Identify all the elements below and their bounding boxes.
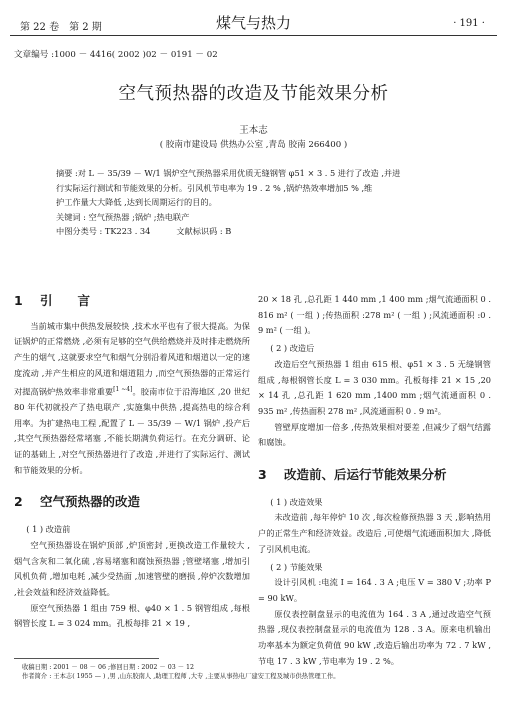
citation: [1 ~4] (113, 385, 133, 393)
footnote (22, 664, 340, 681)
right-column (258, 292, 491, 669)
paper-title: 空气预热器的改造及节能效果分析 (118, 84, 389, 104)
paragraph: 未改造前 ,每年停炉 10 次 ,每次检修预热器 3 天 ,影响热用户的正常生产和经济效益。改造后 ,可使烟气流通面积加大 ,降低了引风机电流。 (258, 512, 491, 554)
paragraph: 管壁厚度增加一倍多 ,传热效果相对要差 ,但减少了烟气结露和腐蚀。 (258, 421, 491, 448)
volume-issue: 第 22 卷 第 2 期 (20, 22, 102, 33)
paragraph: 原仪表控制盘显示的电流值为 164 . 3 A ,通过改造空气预热器 ,现仪表控制盘显示的电流值为 128 . 3 A。原来电机输出功率基本为额定负荷值 90 kW ,改造后输出功率为 72 . 7 kW ,节电 17 . 3 kW ,节电率为 19 . 2 %。 (258, 608, 491, 666)
paragraph: 原空气预热器 1 组由 759 根、φ40 × 1 . 5 钢管组成 ,每根钢管长度 L = 3 024 mm。孔板每排 21 × 19 , (14, 602, 250, 629)
subheading: ( 2 ) 改造后 (270, 343, 315, 354)
received-date: 收稿日期 : 2001 － 08 － 06 ;修回日期 : 2002 － 03 － 12 (22, 664, 195, 671)
paragraph: 20 × 18 孔 ,总孔距 1 440 mm ,1 400 mm ;烟气流通面积 0 . 816 m² ( 一组 ) ;传热面积 :278 m² ( 一组 ) ;风流通面积 :0 . 9 m² ( 一组 )。 (258, 294, 491, 336)
abstract (56, 166, 460, 239)
classification-row (56, 224, 460, 239)
journal-name: 煤气与热力 (215, 14, 291, 32)
author: 王本志 (239, 125, 268, 136)
section-heading-analysis: 3 改造前、后运行节能效果分析 (258, 467, 447, 483)
paragraph: 设计引风机 :电流 I = 164 . 3 A ;电压 V = 380 V ;功率 P = 90 kW。 (258, 577, 491, 603)
page-number: · 191 · (453, 18, 485, 29)
subheading: ( 1 ) 改造前 (26, 524, 71, 535)
paragraph: 当前城市集中供热发展较快 ,技术水平也有了很大提高。为保证锅炉的正常燃烧 ,必须有足够的空气供给燃烧并及时排走燃烧所产生的烟气 ,这就要求空气和烟气分别沿着风道和烟道以一定的速度流动 ,并产生相应的风道和烟道阻力 ,而空气预热器的正常运行对提高锅炉热效率非常重要[1 ~4]。胶南市位于沿海地区 ,20 世纪 80 年代初就投产了热电联产 ,实施集中供热 ,提高热电的综合利用率。为扩建热电工程 ,配置了 L － 35/39 － W/1 锅炉 ,投产后 ,其空气预热器经常堵塞 ,不能长期满负荷运行。在充分调研、论证的基础上 ,对空气预热器进行了改造 ,并进行了实际运行、测试和节能效果的分析。 (14, 320, 250, 475)
paragraph: 空气预热器设在锅炉顶部 ,炉顶密封 ,更换改造工作量较大 ,烟气含灰和二氧化硫 ,容易堵塞和腐蚀预热器 ;管壁堵塞 ,增加引风机负荷 ,增加电耗 ,减少受热面 ,加速管壁的磨损 ,停炉次数增加 ,社会效益和经济效益降低。 (14, 539, 250, 597)
subheading: ( 1 ) 改造效果 (270, 496, 323, 507)
header-rule (10, 35, 497, 36)
article-number: 文章编号 :1000 － 4416( 2002 )02 － 0191 － 02 (14, 50, 218, 60)
keywords: 关键词 : 空气预热器 ;锅炉 ;热电联产 (56, 211, 190, 222)
abstract-line: 行实际运行测试和节能效果的分析。引风机节电率为 19 . 2 % ,锅炉热效率增加5 % ,维 (56, 182, 373, 193)
clc-number: 中图分类号 : TK223 . 34 (56, 226, 151, 236)
footnote-rule (14, 658, 159, 659)
abstract-line: 护工作量大大降低 ,达到长周期运行的目的。 (56, 197, 217, 207)
section-heading-retrofit: 2 空气预热器的改造 (14, 494, 141, 510)
affiliation: ( 胶南市建设局 供热办公室 ,青岛 胶南 266400 ) (159, 140, 348, 150)
left-column (14, 293, 250, 632)
section-heading-intro: 1 引 言 (14, 293, 91, 308)
document-code: 文献标识码 : B (176, 226, 232, 236)
paragraph: 改造后空气预热器 1 组由 615 根、φ51 × 3 . 5 无缝钢管组成 ,每根钢管长度 L = 3 030 mm。孔板每排 21 × 15 ,20 × 14 孔 ,总孔距 1 620 mm ,1400 mm ;烟气流通面积 0 . 935 m² ,传热面积 278 m² ,风流通面积 0 . 9 m²。 (258, 358, 491, 416)
subheading: ( 2 ) 节能效果 (270, 561, 323, 572)
author-bio: 作者简介 : 王本志( 1955 — ) ,男 ,山东胶南人 ,助理工程师 ,大专 ,主要从事热电厂建安工程及城市供热管理工作。 (22, 672, 340, 680)
abstract-line: 摘要 :对 L － 35/39 － W/1 锅炉空气预热器采用优质无缝钢管 φ51 × 3 . 5 进行了改造 ,并进 (56, 168, 401, 178)
